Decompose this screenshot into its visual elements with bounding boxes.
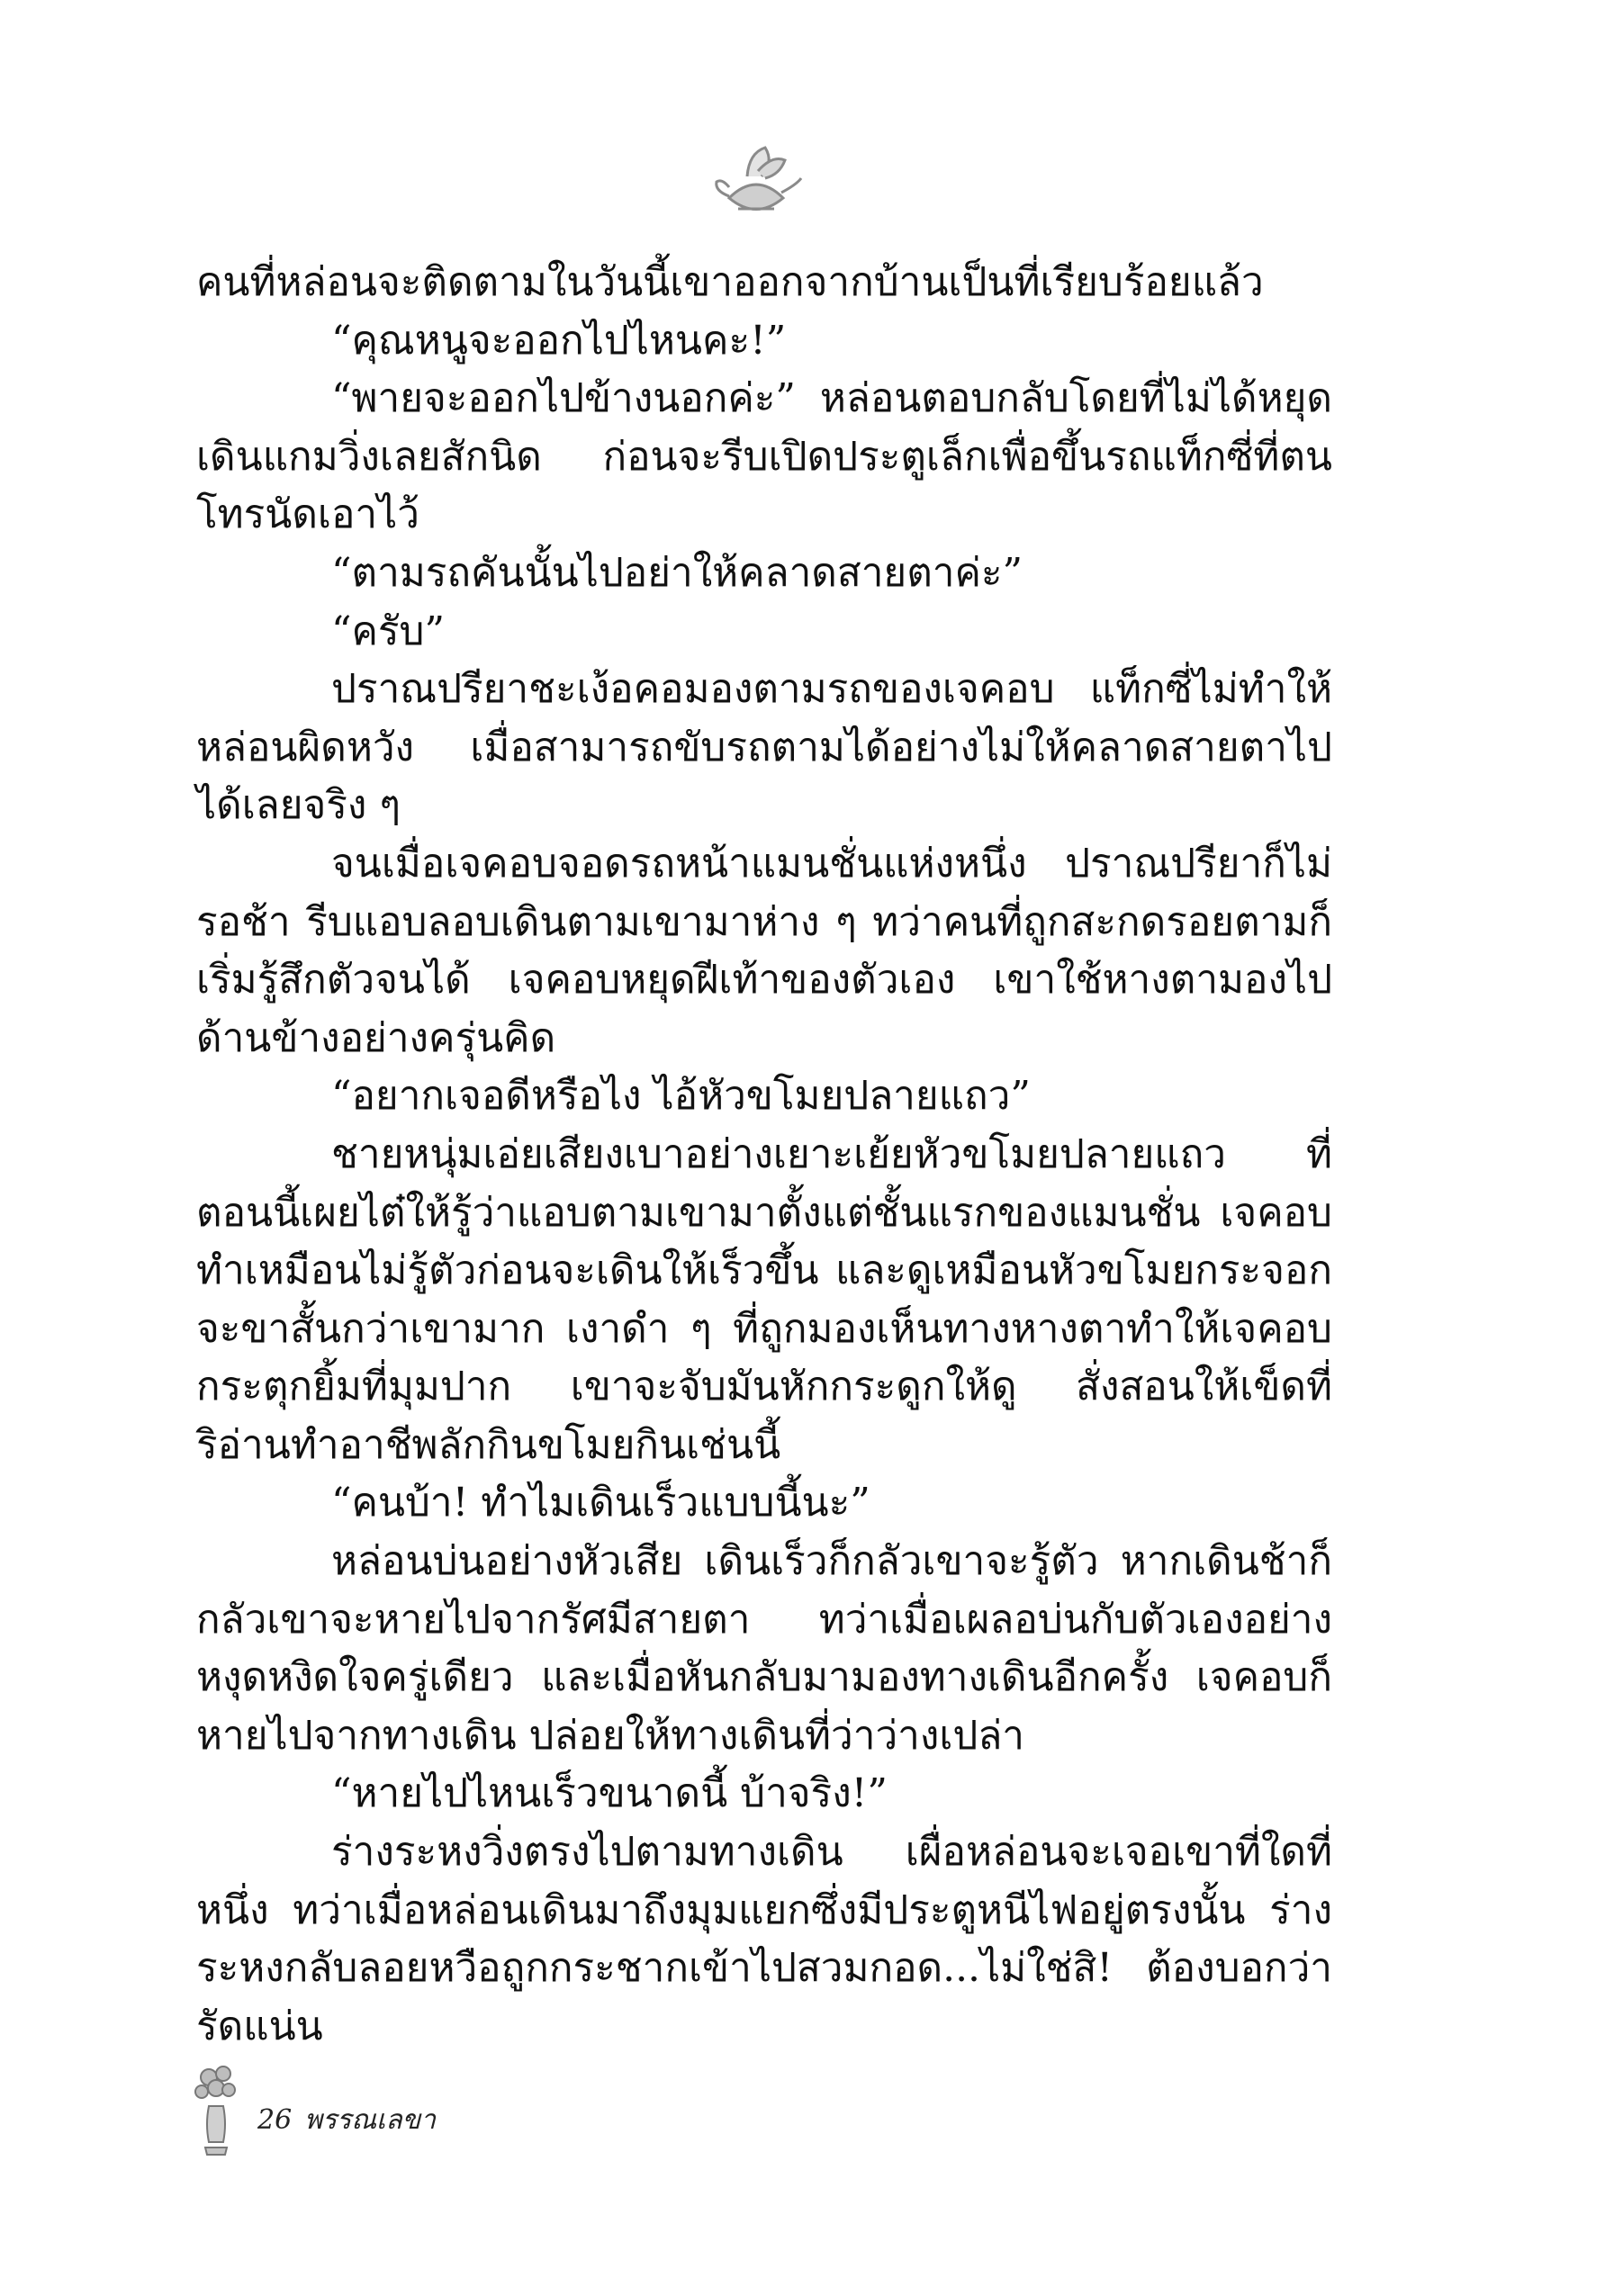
paragraph: “อยากเจอดีหรือไง ไอ้หัวขโมยปลายแถว” — [331, 1073, 1031, 1120]
paragraph: “หายไปไหนเร็วขนาดนี้ บ้าจริง!” — [331, 1770, 888, 1817]
paragraph: ชายหนุ่มเอ่ยเสียงเบาอย่างเยาะเย้ยหัวขโมยปลายแถว ที่ตอนนี้เผยไต๋ให้รู้ว่าแอบตามเขามาตั้งแต่ชั้นแรกของแมนชั่น เจคอบทำเหมือนไม่รู้ตัวก่อนจะเดินให้เร็วขึ้น และดูเหมือนหัวขโมยกระจอกจะขาสั้นกว่าเขามาก เงาดำ ๆ ที่ถูกมองเห็นทางหางตาทำให้เจคอบกระตุกยิ้มที่มุมปาก เขาจะจับมันหักกระดูกให้ดู สั่งสอนให้เข็ดที่ริอ่านทำอาชีพลักกินขโมยกินเช่นนี้ — [196, 1130, 1332, 1468]
page-footer — [189, 2061, 549, 2160]
paragraph: “คนบ้า! ทำไมเดินเร็วแบบนี้นะ” — [331, 1480, 870, 1526]
book-title: พรรณเลขา — [304, 2104, 437, 2136]
teapot-flower-icon — [702, 135, 810, 225]
paragraph: “พายจะออกไปข้างนอกค่ะ” หล่อนตอบกลับโดยที่ไม่ได้หยุดเดินแกมวิ่งเลยสักนิด ก่อนจะรีบเปิดประตูเล็กเพื่อขึ้นรถแท็กซี่ที่ตนโทรนัดเอาไว้ — [196, 375, 1332, 538]
paragraph: จนเมื่อเจคอบจอดรถหน้าแมนชั่นแห่งหนึ่ง ปราณปรียาก็ไม่รอช้า รีบแอบลอบเดินตามเขามาห่าง ๆ ทว่าคนที่ถูกสะกดรอยตามก็เริ่มรู้สึกตัวจนได้ เจคอบหยุดฝีเท้าของตัวเอง เขาใช้หางตามองไปด้านข้างอย่างครุ่นคิด — [196, 840, 1332, 1061]
footer-text — [257, 2099, 436, 2141]
paragraph: “คุณหนูจะออกไปไหนคะ!” — [331, 317, 787, 364]
flower-vase-icon — [189, 2061, 243, 2160]
paragraph: “ตามรถคันนั้นไปอย่าให้คลาดสายตาค่ะ” — [331, 549, 1023, 596]
paragraph: คนที่หล่อนจะติดตามในวันนี้เขาออกจากบ้านเป็นที่เรียบร้อยแล้ว — [196, 259, 1264, 305]
paragraph: ปราณปรียาชะเง้อคอมองตามรถของเจคอบ แท็กซี่ไม่ทำให้หล่อนผิดหวัง เมื่อสามารถขับรถตามได้อย่างไม่ให้คลาดสายตาไปได้เลยจริง ๆ — [196, 666, 1332, 829]
paragraph: “ครับ” — [331, 608, 445, 654]
page-number: 26 — [257, 2104, 293, 2136]
paragraph: ร่างระหงวิ่งตรงไปตามทางเดิน เผื่อหล่อนจะเจอเขาที่ใดที่หนึ่ง ทว่าเมื่อหล่อนเดินมาถึงมุมแยกซึ่งมีประตูหนีไฟอยู่ตรงนั้น ร่างระหงกลับลอยหวือถูกกระชากเข้าไปสวมกอด...ไม่ใช่สิ! ต้องบอกว่ารัดแน่น — [196, 1829, 1332, 2049]
body-text — [196, 254, 1332, 2056]
paragraph: หล่อนบ่นอย่างหัวเสีย เดินเร็วก็กลัวเขาจะรู้ตัว หากเดินช้าก็กลัวเขาจะหายไปจากรัศมีสายตา ทว่าเมื่อเผลอบ่นกับตัวเองอย่างหงุดหงิดใจครู่เดียว และเมื่อหันกลับมามองทางเดินอีกครั้ง เจคอบก็หายไปจากทางเดิน ปล่อยให้ทางเดินที่ว่าว่างเปล่า — [196, 1538, 1332, 1759]
